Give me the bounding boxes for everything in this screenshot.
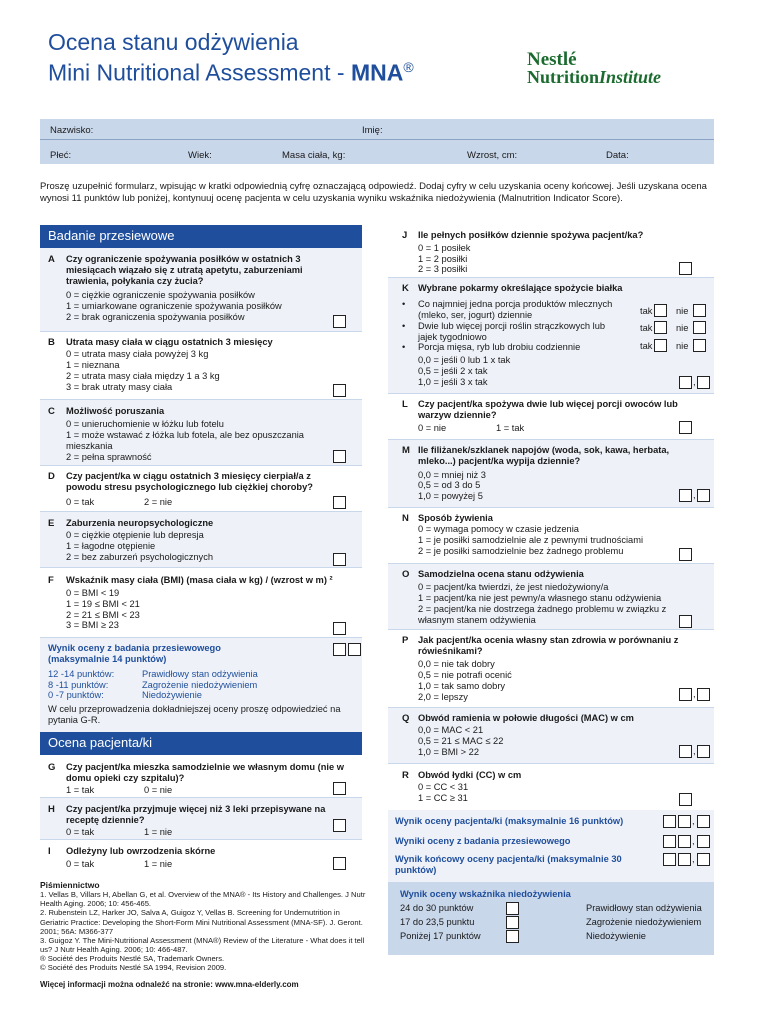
answer-box-g[interactable] xyxy=(333,782,346,795)
answer-box-c[interactable] xyxy=(333,450,346,463)
question-i: I Odleżyny lub owrzodzenia skórne 0 = tak 1 = nie xyxy=(40,840,362,876)
sex-field[interactable]: Płeć: xyxy=(50,150,72,161)
answer-box-d[interactable] xyxy=(333,496,346,509)
question-l: L Czy pacjent/ka spożywa dwie lub więcej porcji owoców lub warzyw dziennie? 0 = nie 1 = tak xyxy=(388,394,714,440)
answer-box-q-2[interactable] xyxy=(697,745,710,758)
references: Piśmiennictwo 1. Vellas B, Villars H, Abellan G, et al. Overview of the MNA® - Its History and Challenges. J Nutr Health Aging. 2006; 10: 456-465. 2. Rubenstein LZ, Harker JO, Salva A, Guigoz Y, Vellas B. Screening for Undernutrition in Geriatric Practice: Developing the Short-Form Mini Nutritional Assessment (MNA-SF). J. Geront. 2001; 56A: M366-377 3. Guigoz Y. The Mini-Nutritional Assessment (MNA®) Review of the Literature - What does it tell us? J Nutr Health Aging. 2006; 10: 466-487. ® Société des Produits Nestlé SA, Trademark Owners. © Société des Produits Nestlé SA 1994, Revision 2009. xyxy=(40,880,366,973)
patient-info-panel xyxy=(40,118,714,164)
question-b: B Utrata masy ciała w ciągu ostatnich 3 miesięcy 0 = utrata masy ciała powyżej 3 kg 1 = nieznana 2 = utrata masy ciała między 1 a 3 kg 3 = brak utraty masy ciała xyxy=(40,332,362,400)
question-c: C Możliwość poruszania 0 = unieruchomienie w łóżku lub fotelu 1 = może wstawać z łóżka lub fotela, ale bez opuszczania mieszkania 2 = pełna sprawność xyxy=(40,400,362,466)
indicator-box-1[interactable] xyxy=(506,902,519,915)
question-p: P Jak pacjent/ka ocenia własny stan zdrowia w porównaniu z rówieśnikami? 0,0 = nie tak dobry 0,5 = nie potrafi ocenić 1,0 = tak samo dobry 2,0 = lepszy , xyxy=(388,630,714,708)
answer-box-r[interactable] xyxy=(679,793,692,806)
weight-field[interactable]: Masa ciała, kg: xyxy=(282,150,346,161)
k2-yes-box[interactable] xyxy=(654,321,667,334)
title-line-1: Ocena stanu odżywienia xyxy=(48,29,299,55)
answer-box-a[interactable] xyxy=(333,315,346,328)
total-final-box-1[interactable] xyxy=(663,853,676,866)
question-f: F Wskaźnik masy ciała (BMI) (masa ciała w kg) / (wzrost w m) ² 0 = BMI < 19 1 = 19 ≤ BMI < 21 2 = 21 ≤ BMI < 23 3 = BMI ≥ 23 xyxy=(40,568,362,638)
date-field[interactable]: Data: xyxy=(606,150,629,161)
question-m: M Ile filiżanek/szklanek napojów (woda, sok, kawa, herbata, mleko...) pacjent/ka wypija dziennie? 0,0 = mniej niż 3 0,5 = od 3 do 5 1,0 = powyżej 5 , xyxy=(388,440,714,508)
screening-header: Badanie przesiewowe xyxy=(40,225,362,248)
total-screening-box-3[interactable] xyxy=(697,835,710,848)
indicator-box-3[interactable] xyxy=(506,930,519,943)
answer-box-p-1[interactable] xyxy=(679,688,692,701)
k2-no-box[interactable] xyxy=(693,321,706,334)
answer-box-k-2[interactable] xyxy=(697,376,710,389)
answer-box-p-2[interactable] xyxy=(697,688,710,701)
question-e: E Zaburzenia neuropsychologiczne 0 = ciężkie otępienie lub depresja 1 = łagodne otępienie 2 = bez zaburzeń psychologicznych xyxy=(40,512,362,568)
question-h: H Czy pacjent/ka przyjmuje więcej niż 3 leki przepisywane na receptę dziennie? 0 = tak 1 = nie xyxy=(40,798,362,840)
question-j: J Ile pełnych posiłków dziennie spożywa pacjent/ka? 0 = 1 posiłek 1 = 2 posiłki 2 = 3 posiłki xyxy=(388,226,714,278)
first-name-field[interactable]: Imię: xyxy=(362,125,383,136)
question-a: A Czy ograniczenie spożywania posiłków w ostatnich 3 miesiącach wiązało się z utratą apetytu, zaburzeniami trawienia, połykania czy żucia? 0 = ciężkie ograniczenie spożywania posiłków 1 = umiarkowane ograniczenie spożywania posiłków 2 = brak ograniczenia spożywania posiłków xyxy=(40,248,362,332)
screening-score-box-2[interactable] xyxy=(348,643,361,656)
answer-box-h[interactable] xyxy=(333,819,346,832)
k1-yes-box[interactable] xyxy=(654,304,667,317)
question-d: D Czy pacjent/ka w ciągu ostatnich 3 miesięcy cierpiał/a z powodu stresu psychologicznego lub ciężkiej choroby? 0 = tak 2 = nie xyxy=(40,466,362,512)
instructions-text: Proszę uzupełnić formularz, wpisując w kratki odpowiednią cyfrę oznaczającą odpowiedź. Dodaj cyfry w celu uzyskania oceny końcowej. Jeśli uzyskana ocena wynosi 11 punktów lub poniżej, kontynuuj ocenę pacjenta w celu uzyskania wyniku wskaźnika niedożywienia (Malnutrition Indicator Score). xyxy=(40,181,707,204)
answer-box-l[interactable] xyxy=(679,421,692,434)
question-q: Q Obwód ramienia w połowie długości (MAC) w cm 0,0 = MAC < 21 0,5 = 21 ≤ MAC ≤ 22 1,0 = BMI > 22 , xyxy=(388,708,714,764)
title-line-2: Mini Nutritional Assessment - MNA® xyxy=(48,59,414,86)
total-final-box-3[interactable] xyxy=(697,853,710,866)
screening-score: Wynik oceny z badania przesiewowego (maksymalnie 14 punktów) 12 -14 punktów: Prawidłowy stan odżywienia 8 -11 punktów: Zagrożenie niedożywieniem 0 -7 punktów: Niedożywienie W celu przeprowadzenia dokładniejszej oceny proszę odpowiedzieć na pytania G-R. xyxy=(40,638,362,732)
answer-box-q-1[interactable] xyxy=(679,745,692,758)
malnutrition-indicator-panel: Wynik oceny wskaźnika niedożywienia 24 do 30 punktów Prawidłowy stan odżywienia 17 do 23,5 punktu Zagrożenie niedożywieniem Poniżej 17 punktów Niedożywienie xyxy=(388,882,714,955)
answer-box-m-1[interactable] xyxy=(679,489,692,502)
surname-field[interactable]: Nazwisko: xyxy=(50,125,94,136)
question-o: O Samodzielna ocena stanu odżywienia 0 = pacjent/ka twierdzi, że jest niedożywiony/a 1 = pacjent/ka nie jest pewny/a własnego stanu odżywienia 2 = pacjent/ka nie dostrzega żadnego problemu w związku z własnym stanem odżywienia xyxy=(388,564,714,630)
height-field[interactable]: Wzrost, cm: xyxy=(467,150,518,161)
answer-box-o[interactable] xyxy=(679,615,692,628)
indicator-box-2[interactable] xyxy=(506,916,519,929)
answer-box-n[interactable] xyxy=(679,548,692,561)
question-n: N Sposób żywienia 0 = wymaga pomocy w czasie jedzenia 1 = je posiłki samodzielnie ale z pewnymi trudnościami 2 = je posiłki samodzielnie bez żadnego problemu xyxy=(388,508,714,564)
assessment-header: Ocena pacjenta/ki xyxy=(40,732,362,755)
age-field[interactable]: Wiek: xyxy=(188,150,212,161)
answer-box-j[interactable] xyxy=(679,262,692,275)
screening-score-box-1[interactable] xyxy=(333,643,346,656)
question-r: R Obwód łydki (CC) w cm 0 = CC < 31 1 = CC ≥ 31 xyxy=(388,764,714,810)
answer-box-k-1[interactable] xyxy=(679,376,692,389)
totals-panel: Wynik oceny pacjenta/ki (maksymalnie 16 punktów) , Wyniki oceny z badania przesiewowego , Wynik końcowy oceny pacjenta/ki (maksymalnie 30 punktów) , xyxy=(388,810,714,882)
answer-box-m-2[interactable] xyxy=(697,489,710,502)
question-g: G Czy pacjent/ka mieszka samodzielnie we własnym domu (nie w domu opieki czy szpitalu)? 1 = tak 0 = nie xyxy=(40,756,362,798)
total-screening-box-1[interactable] xyxy=(663,835,676,848)
total-screening-box-2[interactable] xyxy=(678,835,691,848)
answer-box-f[interactable] xyxy=(333,622,346,635)
answer-box-b[interactable] xyxy=(333,384,346,397)
total-assessment-box-1[interactable] xyxy=(663,815,676,828)
k3-yes-box[interactable] xyxy=(654,339,667,352)
nestle-logo: Nestlé NutritionInstitute xyxy=(527,49,662,87)
answer-box-i[interactable] xyxy=(333,857,346,870)
question-k: K Wybrane pokarmy określające spożycie białka • Co najmniej jedna porcja produktów mlecznych (mleko, ser, jogurt) dziennie • Dwie lub więcej porcji roślin strączkowych lub jajek tygodniowo • Porcja mięsa, ryb lub drobiu codziennie tak nie tak nie tak nie 0,0 = jeśli 0 lub 1 x tak 0,5 = jeśli 2 x tak 1,0 = jeśli 3 x tak , xyxy=(388,278,714,394)
answer-box-e[interactable] xyxy=(333,553,346,566)
total-final-box-2[interactable] xyxy=(678,853,691,866)
total-assessment-box-2[interactable] xyxy=(678,815,691,828)
footer-link[interactable]: Więcej informacji można odnaleźć na stronie: www.mna-elderly.com xyxy=(40,980,299,989)
total-assessment-box-3[interactable] xyxy=(697,815,710,828)
k1-no-box[interactable] xyxy=(693,304,706,317)
k3-no-box[interactable] xyxy=(693,339,706,352)
